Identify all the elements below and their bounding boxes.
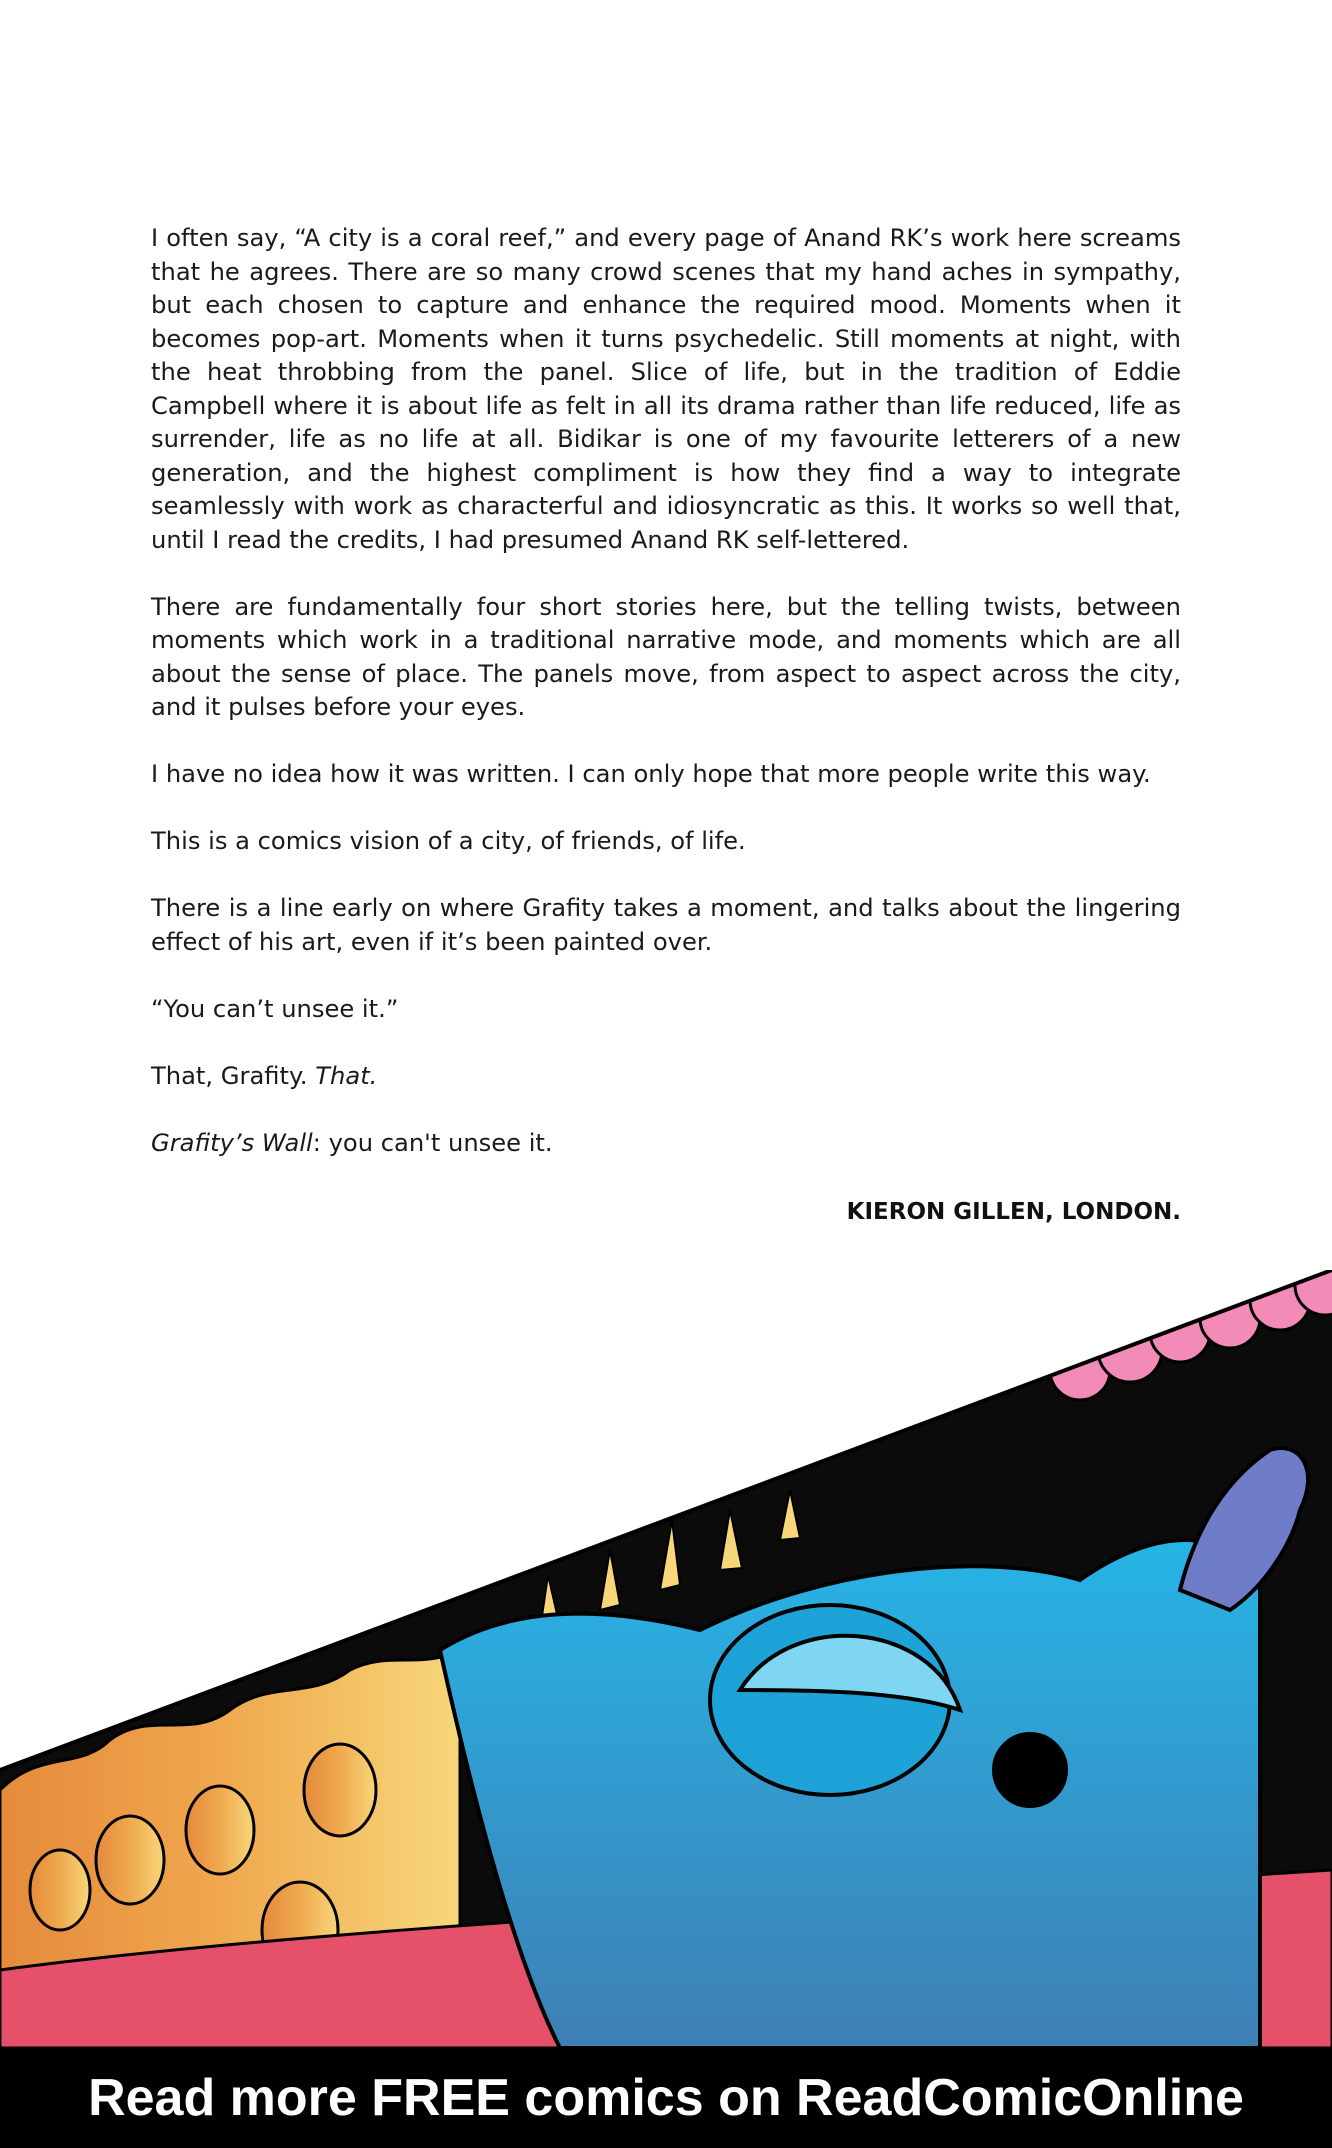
paragraph-7-text: That, Grafity. bbox=[151, 1061, 316, 1090]
book-title: Grafity’s Wall bbox=[151, 1128, 313, 1157]
essay-body bbox=[151, 222, 1181, 1194]
artwork-scene bbox=[0, 1270, 1332, 2048]
paragraph-4: This is a comics vision of a city, of friends, of life. bbox=[151, 827, 746, 855]
paragraph-1: I often say, “A city is a coral reef,” and every page of Anand RK’s work here screams that he agrees. There are so many crowd scenes that my hand aches in sympathy, but each chosen to capture and enhance the required mood. Moments when it becomes pop-art. Moments when it turns psychedelic. Still moments at night, with the heat throbbing from the panel. Slice of life, but in the tradition of Eddie Campbell where it is about life as felt in all its drama rather than life reduced, life as surrender, life as no life at all. Bidikar is one of my favourite letterers of a new generation, and the highest compliment is how they find a way to integrate seamlessly with work as characterful and idiosyncratic as this. It works so well that, until I read the credits, I had presumed Anand RK self-lettered. bbox=[151, 224, 1181, 554]
paragraph-7-emphasis: That. bbox=[315, 1061, 378, 1090]
promo-banner[interactable]: Read more FREE comics on ReadComicOnline bbox=[0, 2048, 1332, 2148]
author-signature: KIERON GILLEN, LONDON. bbox=[846, 1199, 1181, 1225]
paragraph-8 bbox=[151, 1127, 1181, 1161]
paragraph-3: I have no idea how it was written. I can only hope that more people write this way. bbox=[151, 760, 1151, 788]
paragraph-6: “You can’t unsee it.” bbox=[151, 994, 399, 1023]
paragraph-8-text: : you can't unsee it. bbox=[312, 1128, 553, 1157]
paragraph-5: There is a line early on where Grafity takes a moment, and talks about the lingering effect of his art, even if it’s been painted over. bbox=[151, 894, 1181, 956]
comic-illustration bbox=[0, 1270, 1332, 2048]
paragraph-7 bbox=[151, 1060, 1181, 1094]
paragraph-2: There are fundamentally four short stories here, but the telling twists, between moments which work in a traditional narrative mode, and moments which are all about the sense of place. The panels move, from aspect to aspect across the city, and it pulses before your eyes. bbox=[151, 592, 1181, 721]
